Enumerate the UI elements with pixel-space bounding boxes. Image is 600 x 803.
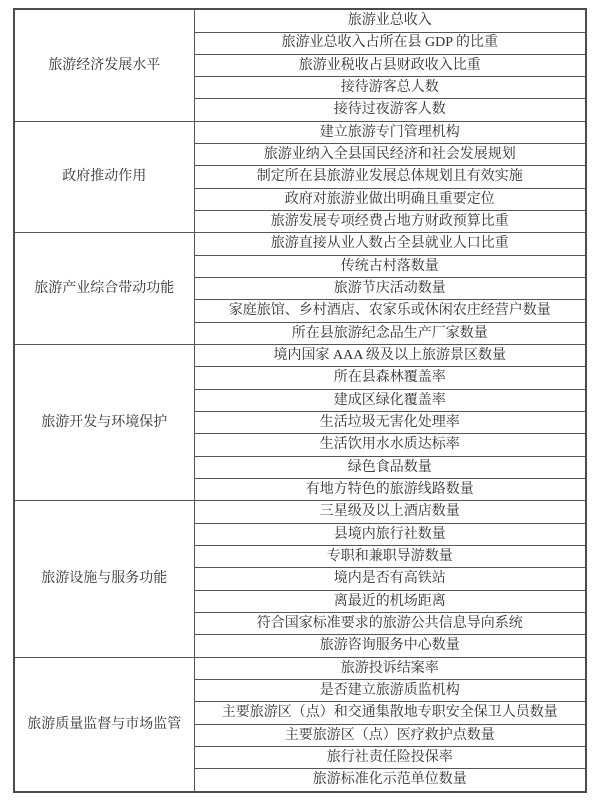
indicator-cell: 生活饮用水水质达标率 <box>194 434 586 456</box>
indicator-cell: 建成区绿化覆盖率 <box>194 389 586 411</box>
indicator-cell: 旅游业税收占县财政收入比重 <box>194 54 586 76</box>
indicator-cell: 专职和兼职导游数量 <box>194 546 586 568</box>
indicator-cell: 主要旅游区（点）医疗救护点数量 <box>194 724 586 746</box>
indicator-cell: 三星级及以上酒店数量 <box>194 501 586 523</box>
indicator-cell: 旅游标准化示范单位数量 <box>194 769 586 792</box>
indicator-cell: 绿色食品数量 <box>194 456 586 478</box>
indicator-cell: 旅游直接从业人数占全县就业人口比重 <box>194 233 586 255</box>
indicator-cell: 有地方特色的旅游线路数量 <box>194 479 586 501</box>
category-cell: 旅游产业综合带动功能 <box>14 233 194 345</box>
indicator-cell: 建立旅游专门管理机构 <box>194 121 586 143</box>
table-row <box>14 345 586 367</box>
category-cell: 旅游经济发展水平 <box>14 9 194 121</box>
indicator-cell: 县境内旅行社数量 <box>194 523 586 545</box>
indicator-cell: 境内国家 AAA 级及以上旅游景区数量 <box>194 345 586 367</box>
table-row <box>14 501 586 523</box>
indicator-cell: 制定所在县旅游业发展总体规划且有效实施 <box>194 166 586 188</box>
category-cell: 政府推动作用 <box>14 121 194 233</box>
table-row <box>14 657 586 679</box>
indicator-cell: 家庭旅馆、乡村酒店、农家乐或休闲农庄经营户数量 <box>194 300 586 322</box>
indicator-cell: 旅游业纳入全县国民经济和社会发展规划 <box>194 144 586 166</box>
tourism-indicator-table <box>13 8 587 793</box>
indicator-cell: 旅游咨询服务中心数量 <box>194 635 586 657</box>
table-row <box>14 9 586 32</box>
indicator-cell: 旅游发展专项经费占地方财政预算比重 <box>194 211 586 233</box>
category-cell: 旅游开发与环境保护 <box>14 345 194 501</box>
indicator-cell: 接待过夜游客人数 <box>194 99 586 121</box>
category-cell: 旅游设施与服务功能 <box>14 501 194 657</box>
indicator-cell: 旅游节庆活动数量 <box>194 278 586 300</box>
indicator-cell: 是否建立旅游质监机构 <box>194 680 586 702</box>
indicator-cell: 传统古村落数量 <box>194 255 586 277</box>
indicator-cell: 生活垃圾无害化处理率 <box>194 412 586 434</box>
indicator-cell: 主要旅游区（点）和交通集散地专职安全保卫人员数量 <box>194 702 586 724</box>
indicator-cell: 接待游客总人数 <box>194 77 586 99</box>
category-cell: 旅游质量监督与市场监管 <box>14 657 194 792</box>
table-row <box>14 121 586 143</box>
indicator-cell: 符合国家标准要求的旅游公共信息导向系统 <box>194 613 586 635</box>
indicator-cell: 政府对旅游业做出明确且重要定位 <box>194 188 586 210</box>
indicator-cell: 所在县森林覆盖率 <box>194 367 586 389</box>
indicator-cell: 旅游投诉结案率 <box>194 657 586 679</box>
indicator-cell: 境内是否有高铁站 <box>194 568 586 590</box>
table-row <box>14 233 586 255</box>
indicator-cell: 离最近的机场距离 <box>194 590 586 612</box>
indicator-cell: 所在县旅游纪念品生产厂家数量 <box>194 322 586 344</box>
indicator-cell: 旅行社责任险投保率 <box>194 747 586 769</box>
indicator-cell: 旅游业总收入占所在县 GDP 的比重 <box>194 32 586 54</box>
indicator-cell: 旅游业总收入 <box>194 9 586 32</box>
